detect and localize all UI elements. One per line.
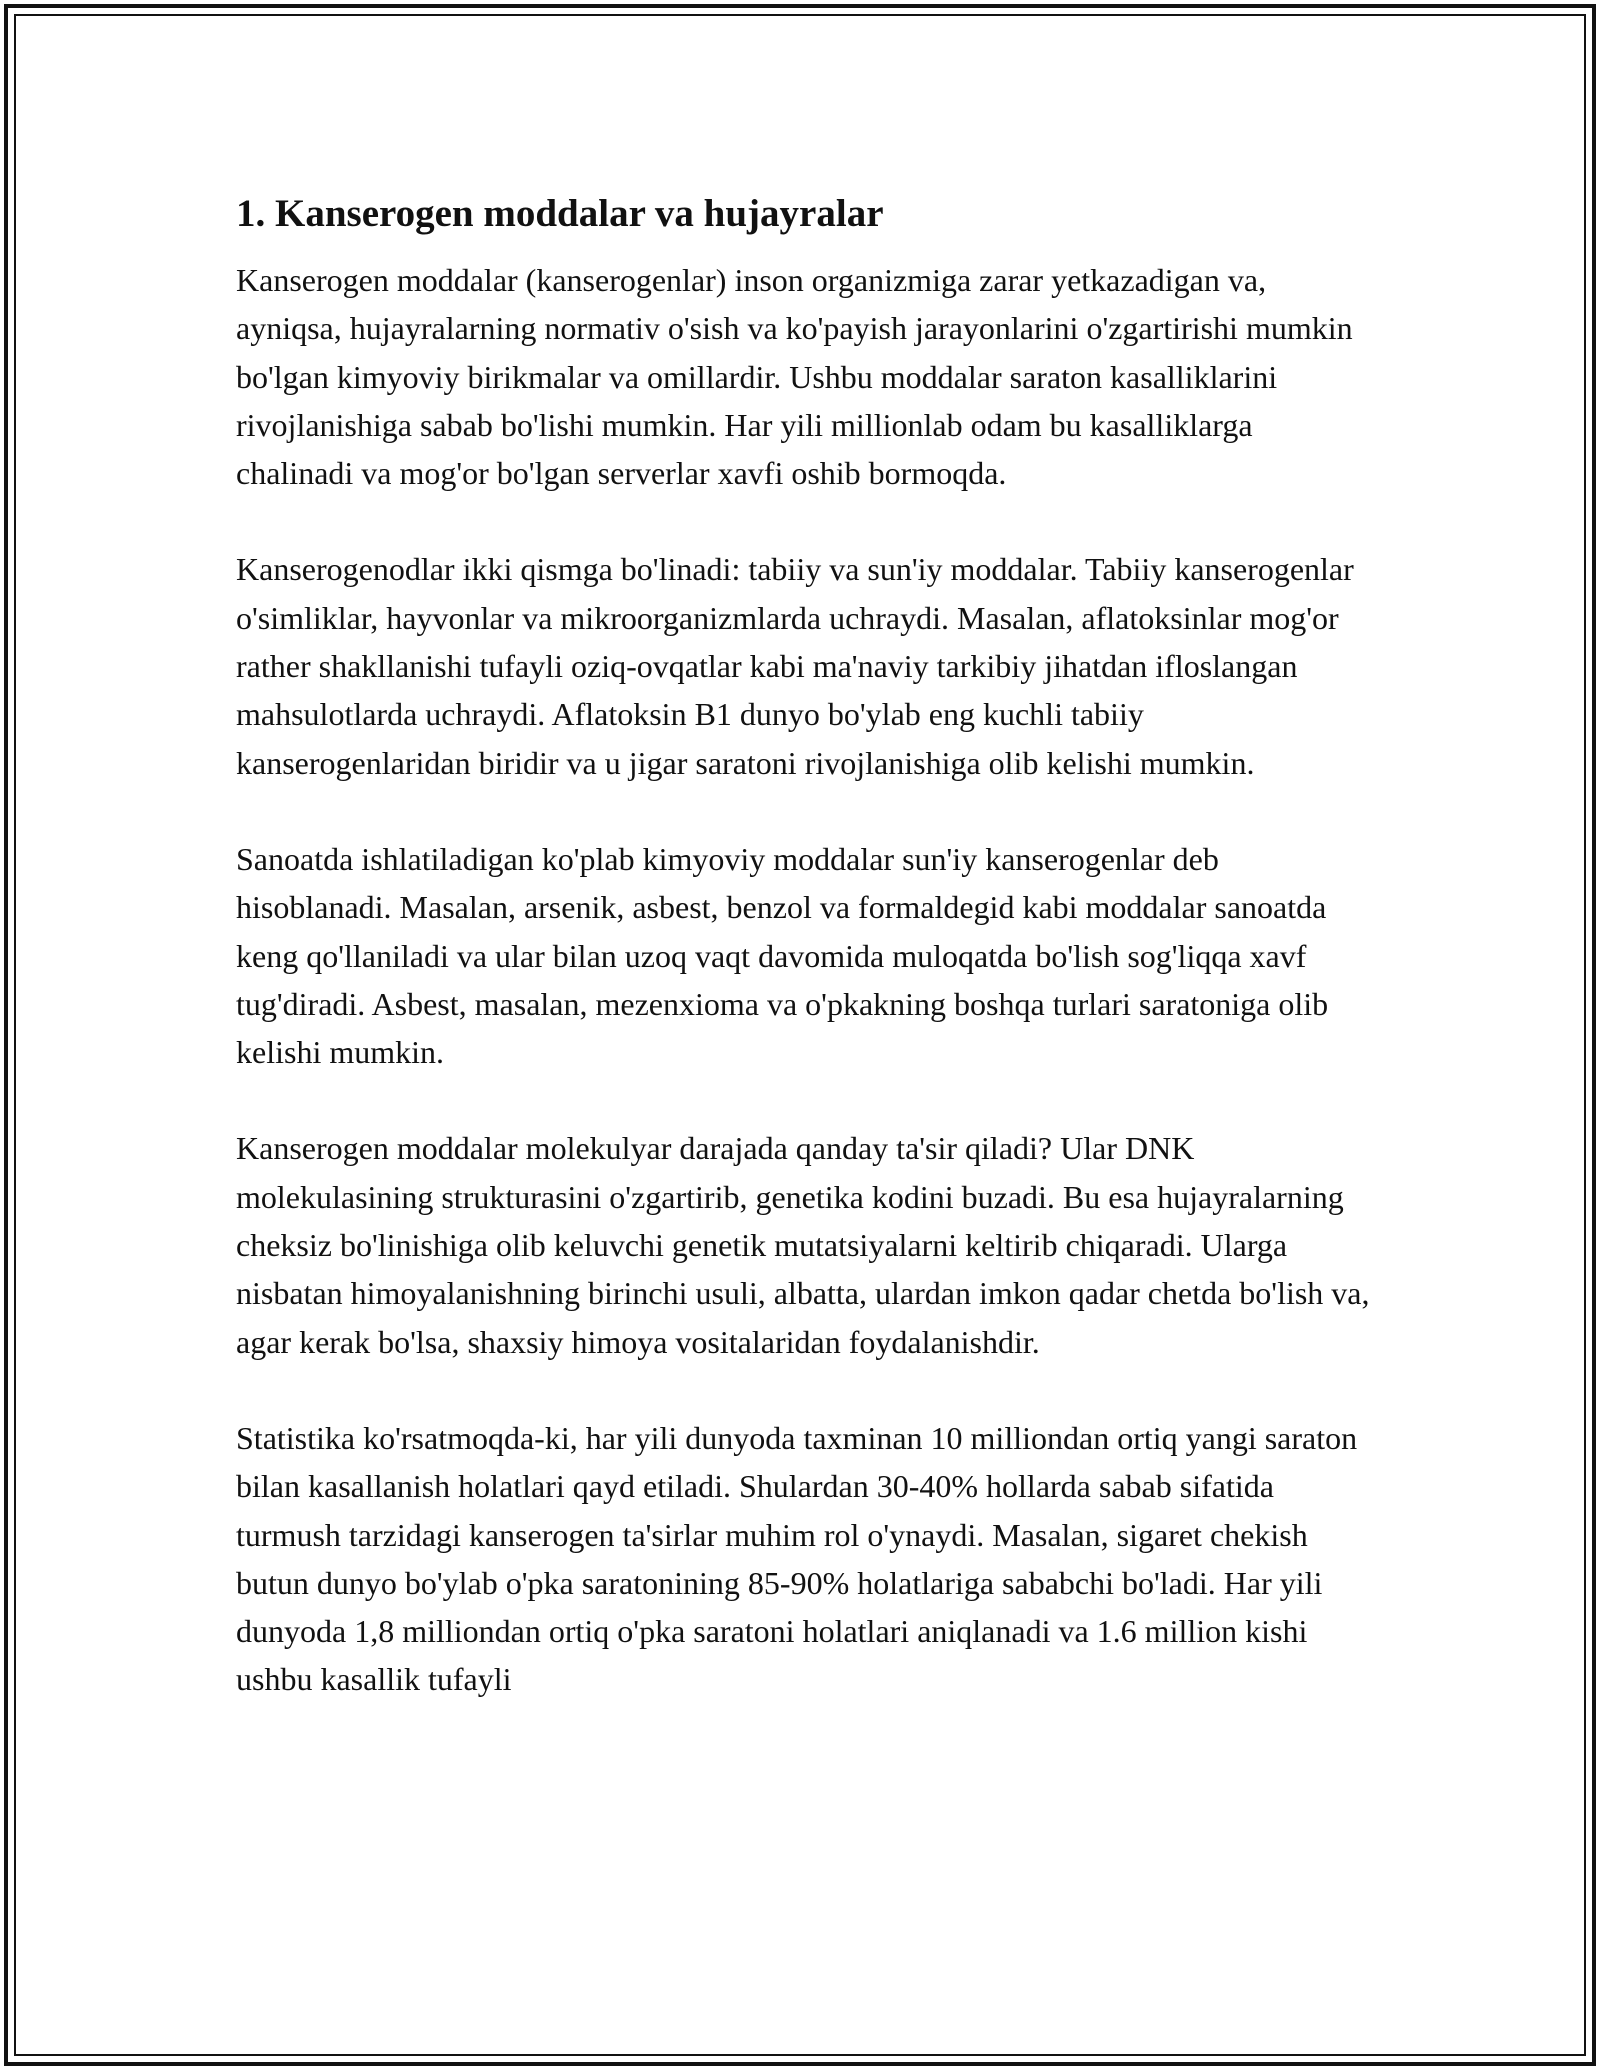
- paragraph-1: Kanserogen moddalar (kanserogenlar) inson organizmiga zarar yetkazadigan va, ayniqsa, hujayralarning normativ o'sish va ko'payish jarayonlarini o'zgartirishi mumkin bo'lgan kimyoviy birikmalar va omillardir. Ushbu moddalar saraton kasalliklarini rivojlanishiga sabab bo'lishi mumkin. Har yili millionlab odam bu kasalliklarga chalinadi va mog'or bo'lgan serverlar xavfi oshib bormoqda.: [236, 262, 1353, 492]
- section-heading: 1. Kanserogen moddalar va hujayralar: [236, 192, 884, 235]
- paragraph-4: Kanserogen moddalar molekulyar darajada qanday ta'sir qiladi? Ular DNK molekulasining strukturasini o'zgartirib, genetika kodini buzadi. Bu esa hujayralarning cheksiz bo'linishiga olib keluvchi genetik mutatsiyalarni keltirib chiqaradi. Ularga nisbatan himoyalanishning birinchi usuli, albatta, ulardan imkon qadar chetda bo'lish va, agar kerak bo'lsa, shaxsiy himoya vositalaridan foydalanishdir.: [236, 1130, 1370, 1360]
- paragraph-5: Statistika ko'rsatmoqda-ki, har yili dunyoda taxminan 10 milliondan ortiq yangi saraton bilan kasallanish holatlari qayd etiladi. Shulardan 30-40% hollarda sabab sifatida turmush tarzidagi kanserogen ta'sirlar muhim rol o'ynaydi. Masalan, sigaret chekish butun dunyo bo'ylab o'pka saratonining 85-90% holatlariga sababchi bo'ladi. Har yili dunyoda 1,8 milliondan ortiq o'pka saratoni holatlari aniqlanadi va 1.6 million kishi ushbu kasallik tufayli: [236, 1419, 1358, 1698]
- paragraph-2: Kanserogenodlar ikki qismga bo'linadi: tabiiy va sun'iy moddalar. Tabiiy kanserogenlar o'simliklar, hayvonlar va mikroorganizmlarda uchraydi. Masalan, aflatoksinlar mog'or rather shakllanishi tufayli oziq-ovqatlar kabi ma'naviy tarkibiy jihatdan ifloslangan mahsulotlarda uchraydi. Aflatoksin B1 dunyo bo'ylab eng kuchli tabiiy kanserogenlaridan biridir va u jigar saratoni rivojlanishiga olib kelishi mumkin.: [236, 551, 1354, 781]
- page-content: [236, 186, 1376, 1704]
- paragraph-3: Sanoatda ishlatiladigan ko'plab kimyoviy moddalar sun'iy kanserogenlar deb hisoblanadi. Masalan, arsenik, asbest, benzol va formaldegid kabi moddalar sanoatda keng qo'llaniladi va ular bilan uzoq vaqt davomida muloqatda bo'lish sog'liqqa xavf tug'diradi. Asbest, masalan, mezenxioma va o'pkakning boshqa turlari saratoniga olib kelishi mumkin.: [236, 840, 1329, 1071]
